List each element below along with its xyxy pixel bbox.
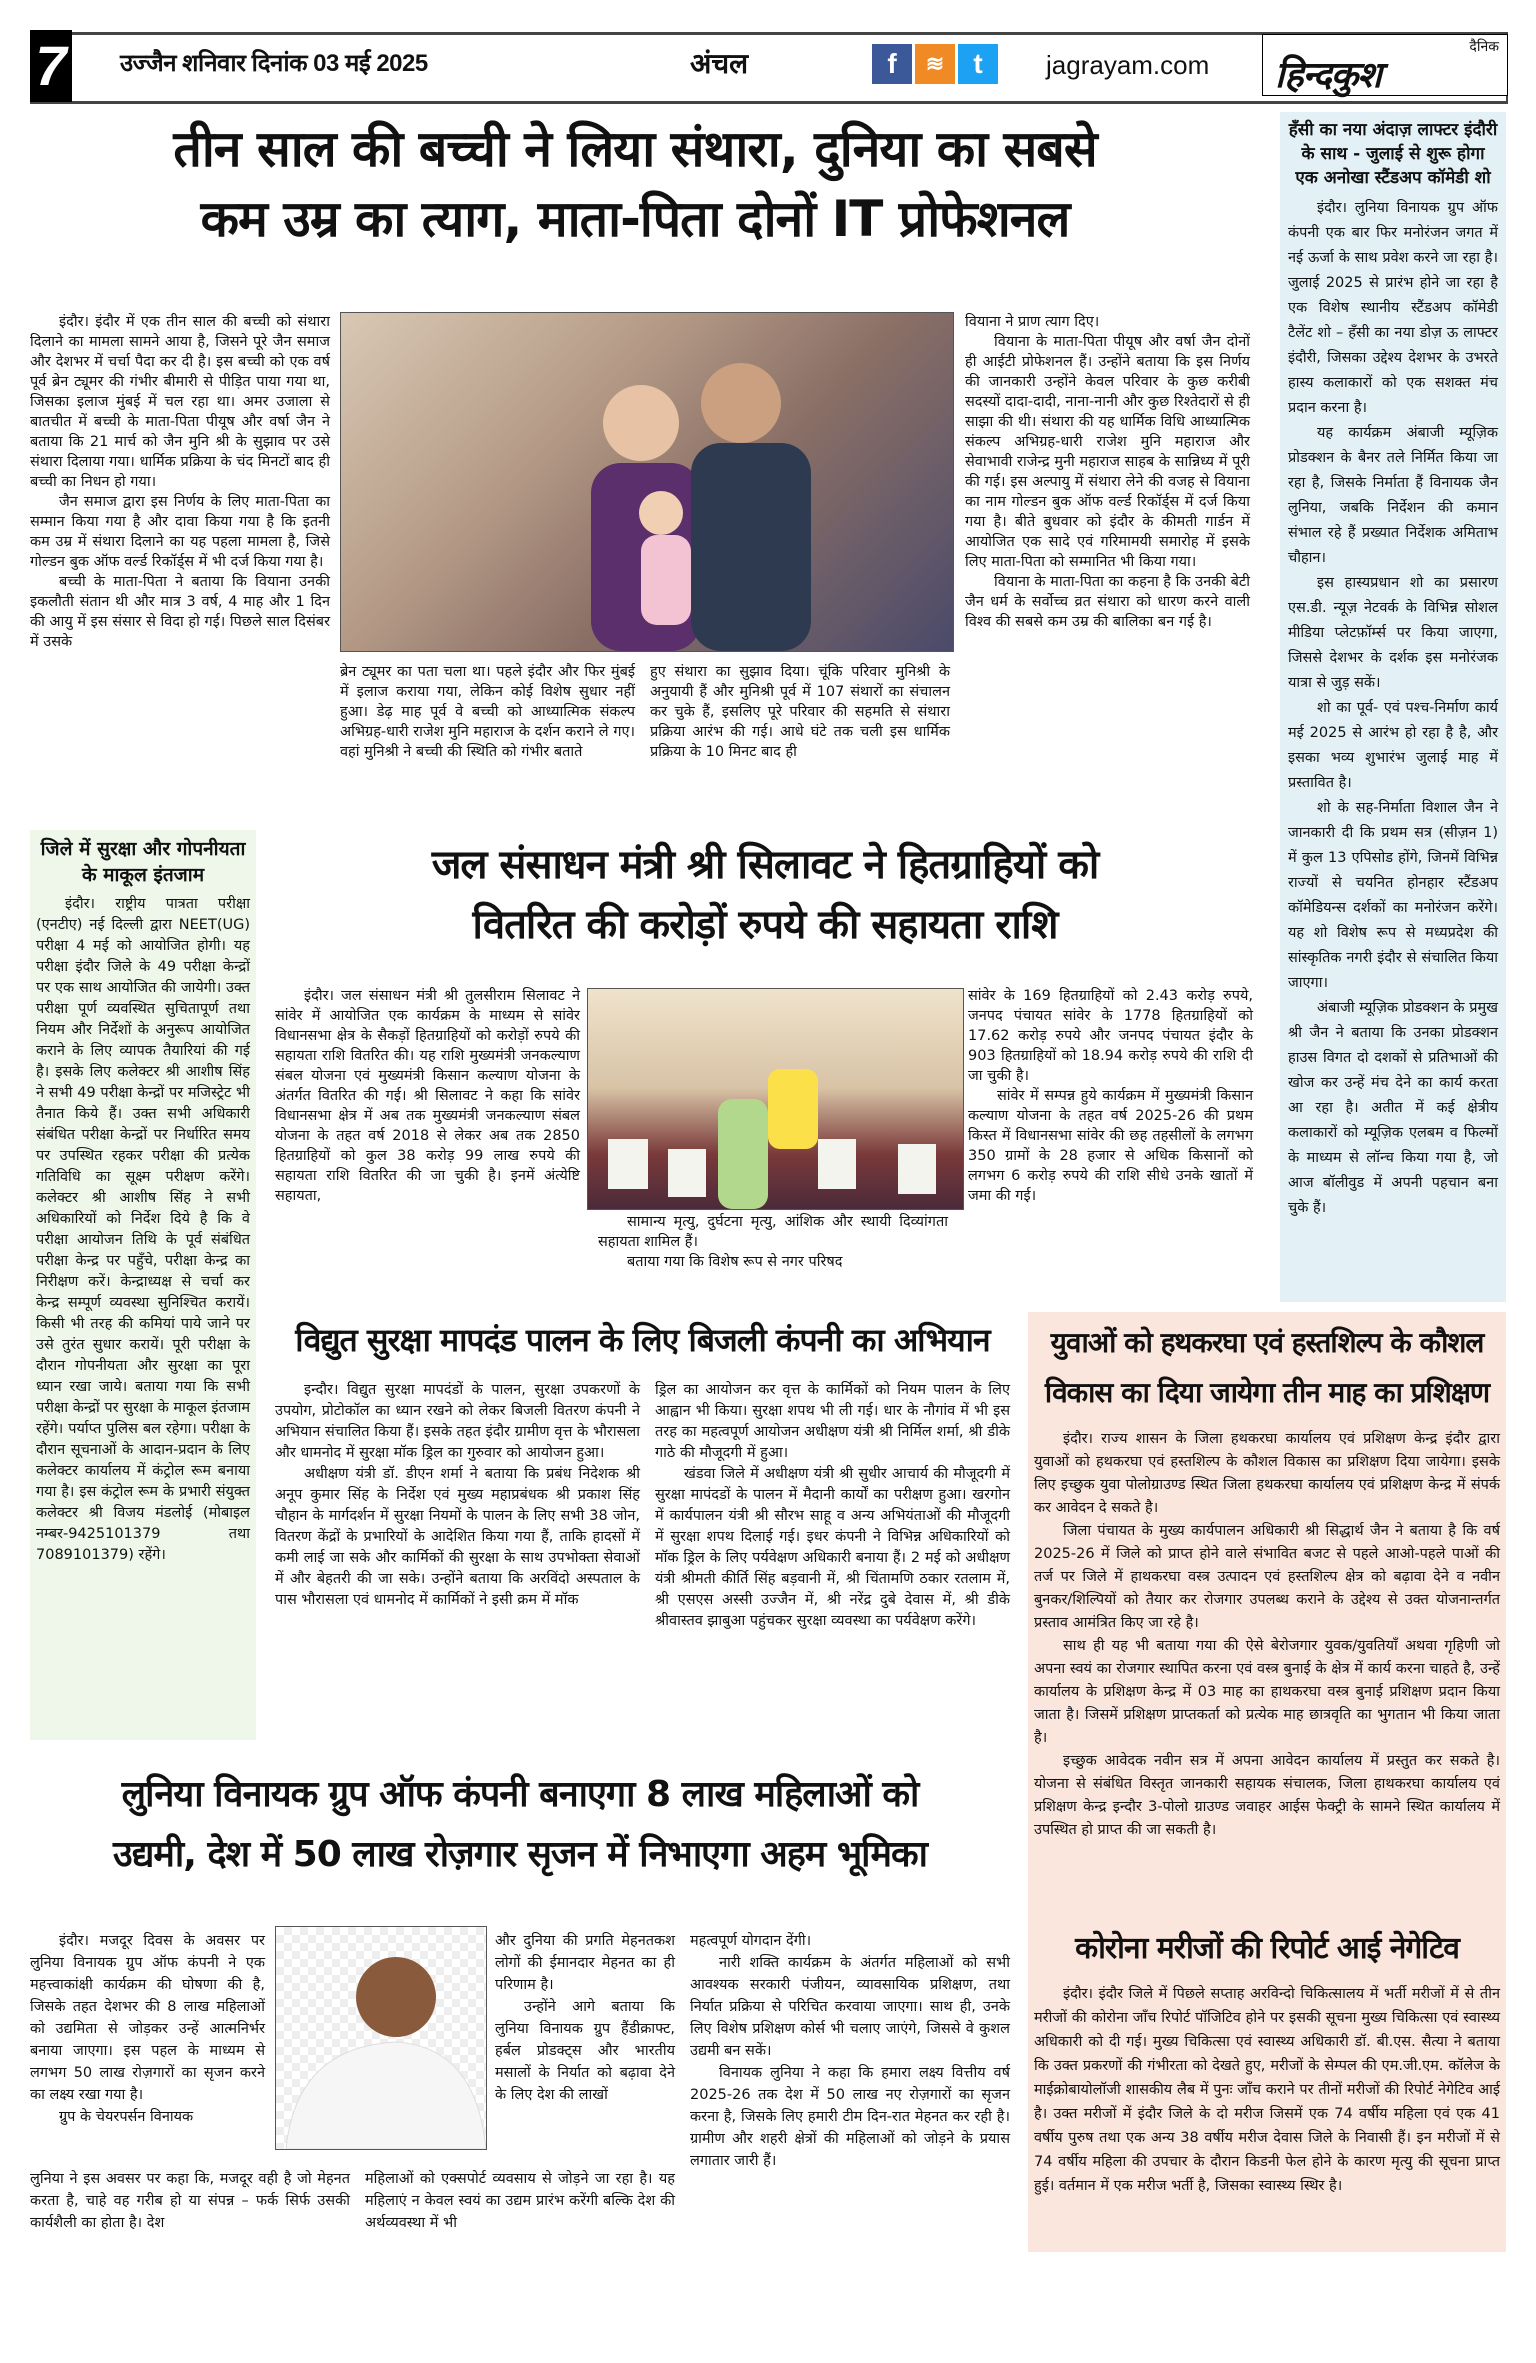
lead-paragraph: जैन समाज द्वारा इस निर्णय के लिए माता-पिता का सम्मान किया गया है और दावा किया गया है कि इतनी कम उम्र में संथारा दिलाने का यह पहला मामला है, जिसे गोल्डन बुक ऑफ वर्ल्ड रिकॉर्ड्स में भी दर्ज किया गया है। bbox=[30, 494, 330, 570]
comedy-paragraph: इस हास्यप्रधान शो का प्रसारण एस.डी. न्यूज़ नेटवर्क के विभिन्न सोशल मीडिया प्लेटफ़ॉर्म्स पर किया जाएगा, जिससे देशभर के दर्शक इस मनोरंजक यात्रा से जुड़ सकें। bbox=[1288, 575, 1498, 691]
person-green bbox=[718, 1099, 768, 1209]
child-figure bbox=[639, 491, 683, 535]
kurta bbox=[286, 2042, 486, 2149]
luniya-headline-line2: उद्यमी, देश में 50 लाख रोज़गार सृजन में निभाएगा अहम भूमिका bbox=[112, 1834, 928, 1875]
lead-paragraph: वियाना के माता-पिता का कहना है कि उनकी बेटी जैन धर्म के सर्वोच्च व्रत संथारा को धारण करने वाली विश्व की सबसे कम उम्र की बालिका बन गई है। bbox=[965, 574, 1250, 630]
luniya-paragraph: इंदौर। मजदूर दिवस के अवसर पर लुनिया विनायक ग्रुप ऑफ कंपनी ने एक महत्त्वाकांक्षी कार्यक्रम की घोषणा की है, जिसके तहत देशभर की 8 लाख महिलाओं को उद्यमिता से जोड़कर उन्हें आत्मनिर्भर बनाया जाएगा। इस पहल के माध्यम से लगभग 50 लाख रोज़गारों का सृजन करने का लक्ष्य रखा गया है। bbox=[30, 1933, 265, 2103]
electric-paragraph: अधीक्षण यंत्री डॉ. डीएन शर्मा ने बताया कि प्रबंध निदेशक श्री अनूप कुमार सिंह के निर्देश एवं मुख्य महाप्रबंधक श्री प्रकाश सिंह चौहान के मार्गदर्शन में सुरक्षा नियमों के पालन के लिए सभी 38 जोन, वितरण केंद्रों के प्रभारियों के आदेशित किया गया हैं, ताकि हादसों में कमी लाई जा सके और कार्मिकों की सुरक्षा के साथ उपभोक्ता सेवाओं में और बेहतरी की जा सके। उन्होंने बताया कि अरविंदो अस्पताल के पास भौरासला एवं धामनोद में कार्मिकों ने इसी क्रम में मॉक bbox=[275, 1466, 640, 1608]
electric-paragraph: खंडवा जिले में अधीक्षण यंत्री श्री सुधीर आचार्य की मौजूदगी में सुरक्षा मापंदडों के पालन में मैदानी कार्यों का परीक्षण हुआ। खरगोन में कार्यपालन यंत्री श्री सौरभ साहू व अन्य अभियंताओं की मौजूदगी में सुरक्षा शपथ दिलाई गई। इधर कंपनी ने विभिन्न अधिकारियों को मॉक ड्रिल के लिए पर्यवेक्षण अधिकारी बनाया हैं। 2 मई को अधीक्षण यंत्री श्रीमती कीर्ति सिंह बड़वानी में, श्री चिंतामणि ठकार रतलाम में, श्री एसएस अस्सी उज्जैन में, श्री नरेंद्र दुबे देवास में, श्री डीके श्रीवास्तव झाबुआ पहुंचकर सुरक्षा व्यवस्था का पर्यवेक्षण करेंगे। bbox=[655, 1466, 1010, 1629]
lead-column-3 bbox=[650, 662, 950, 762]
family-photo bbox=[340, 312, 954, 652]
silawat-paragraph: इंदौर। जल संसाधन मंत्री श्री तुलसीराम सिलावट ने सांवेर में आयोजित एक कार्यक्रम के माध्यम से सांवेर विधानसभा क्षेत्र के सैकड़ों हितग्राहियों को करोड़ों रुपये की सहायता राशि वितरित की। यह राशि मुख्यमंत्री जनकल्याण संबल योजना एवं मुख्यमंत्री किसान कल्याण योजना के अंतर्गत वितरित की गई। श्री सिलावट ने कहा कि सांवेर विधानसभा क्षेत्र में अब तक मुख्यमंत्री जनकल्याण संबल योजना के तहत वर्ष 2018 से लेकर अब तक 2850 हितग्राहियों को कुल 38 करोड़ 99 लाख रुपये की सहायता राशि वितरित की जा चुकी है। इनमें अंत्येष्टि सहायता, bbox=[275, 988, 580, 1204]
silawat-headline-line2: वितरित की करोड़ों रुपये की सहायता राशि bbox=[472, 902, 1058, 948]
twitter-icon[interactable]: t bbox=[958, 44, 998, 84]
electric-column-2 bbox=[655, 1380, 1010, 1632]
exam-sidebar bbox=[30, 830, 256, 1740]
electric-paragraph: ड्रिल का आयोजन कर वृत्त के कार्मिकों को नियम पालन के लिए आह्वान भी किया। सुरक्षा शपथ भी ली गई। धार के नौगांव में भी इस तरह का महत्वपूर्ण आयोजन अधीक्षण यंत्री श्री निर्मिल शर्मा, श्री डीके गाठे की मौजूदगी में हुआ। bbox=[655, 1382, 1010, 1461]
lead-paragraph: हुए संथारा का सुझाव दिया। चूंकि परिवार मुनिश्री के अनुयायी हैं और मुनिश्री पूर्व में 107 संथारों का संचालन कर चुके हैं, इसलिए पूरे परिवार की सहमति से संथारा प्रक्रिया आरंभ की गई। आधे घंटे तक चली इस धार्मिक प्रक्रिया के 10 मिनट बाद ही bbox=[650, 664, 950, 760]
luniya-paragraph: महत्वपूर्ण योगदान देंगी। bbox=[690, 1933, 812, 1949]
lead-paragraph: ब्रेन ट्यूमर का पता चला था। पहले इंदौर और फिर मुंबई में इलाज कराया गया, लेकिन कोई विशेष सुधार नहीं हुआ। डेढ़ माह पूर्व वे बच्ची को आध्यात्मिक संकल्प अभिग्रह-धारी राजेश मुनि महाराज के दर्शन कराने ले गए। वहां मुनिश्री ने बच्ची की स्थिति को गंभीर बताते bbox=[340, 664, 635, 760]
luniya-column-1b bbox=[30, 2168, 350, 2234]
comedy-headline: हँसी का नया अंदाज़ लाफ्टर इंदौरी के साथ - जुलाई से शुरू होगा एक अनोखा स्टैंडअप कॉमेडी शो bbox=[1288, 120, 1498, 188]
lead-headline-line1: तीन साल की बच्ची ने लिया संथारा, दुनिया का सबसे bbox=[173, 120, 1097, 178]
person-yellow bbox=[768, 1069, 818, 1149]
silawat-paragraph: बताया गया कि विशेष रूप से नगर परिषद bbox=[627, 1254, 843, 1270]
luniya-paragraph: उन्होंने आगे बताया कि लुनिया विनायक ग्रुप हैंडीक्राफ्ट, हर्बल प्रोडक्ट्स और भारतीय मसालों के निर्यात को बढ़ावा देने के लिए देश की लाखों bbox=[495, 1999, 675, 2103]
exam-paragraph: इंदौर। राष्ट्रीय पात्रता परीक्षा (एनटीए) नई दिल्ली द्वारा NEET(UG) परीक्षा 4 मई को आयोजित होगी। यह परीक्षा इंदौर जिले के 49 परीक्षा केन्द्रों पर एक साथ आयोजित की जायेगी। उक्त परीक्षा पूर्ण व्यवस्थित सुचितापूर्ण तथा नियम और निर्देशों के अनुरूप आयोजित कराने के लिए व्यापक तैयारियां की गई है। इसके लिए कलेक्टर श्री आशीष सिंह ने सभी 49 परीक्षा केन्द्रों पर मजिस्ट्रेट भी तैनात किये हैं। उक्त सभी अधिकारी संबंधित परीक्षा केन्द्रों पर निर्धारित समय पर उपस्थित रहकर परीक्षा की प्रत्येक गतिविधि का सूक्ष्म परीक्षण करेंगे। कलेक्टर श्री आशीष सिंह ने सभी अधिकारियों को निर्देश दिये है कि वे परीक्षा आयोजन तिथि के पूर्व संबंधित परीक्षा केन्द्र पर पहुँचे, परीक्षा केन्द्र का निरीक्षण करें। केन्द्राध्यक्ष से चर्चा कर केन्द्र सम्पूर्ण व्यवस्था सुनिश्चित करायें। किसी भी तरह की कमियां पाये जाने पर उसे तुरंत सुधार करायें। पूरी परीक्षा के दौरान गोपनीयता और सुरक्षा का पूरा ध्यान रखा जाये। बताया गया कि सभी परीक्षा केन्द्रों पर सुरक्षा के माकूल इंतजाम रहेंगे। पर्याप्त पुलिस बल रहेगा। परीक्षा के दौरान सूचनाओं के आदान-प्रदान के लिए कलेक्टर कार्यालय में कंट्रोल रूम बनाया गया है। इस कंट्रोल रूम के प्रभारी संयुक्त कलेक्टर श्री विजय मंडलोई (मोबाइल नम्बर-9425101379 तथा 7089101379) रहेंगे। bbox=[36, 896, 250, 1563]
luniya-paragraph: ग्रुप के चेयरपर्सन विनायक bbox=[59, 2109, 194, 2125]
silawat-paragraph: सामान्य मृत्यु, दुर्घटना मृत्यु, आंशिक और स्थायी दिव्यांगता सहायता शामिल हैं। bbox=[598, 1214, 948, 1250]
certificates bbox=[608, 1139, 936, 1197]
luniya-paragraph: विनायक लुनिया ने कहा कि हमारा लक्ष्य वित्तीय वर्ष 2025-26 तक देश में 50 लाख नए रोज़गारों का सृजन करना है, जिसके लिए हमारी टीम दिन-रात मेहनत कर रही है। ग्रामीण और शहरी क्षेत्रों की महिलाओं को जोड़ने के प्रयास लगातार जारी हैं। bbox=[690, 2065, 1010, 2169]
lead-paragraph: वियाना के माता-पिता पीयूष और वर्षा जैन दोनों ही आईटी प्रोफेशनल हैं। उन्होंने बताया कि इस निर्णय की जानकारी उन्होंने केवल परिवार के कुछ करीबी सदस्यों दादा-दादी, नाना-नानी और कुछ रिश्तेदारों से ही साझा की थी। संथारा की यह धार्मिक विधि आध्यात्मिक संकल्प अभिग्रह-धारी राजेश मुनि महाराज और सेवाभावी राजेन्द्र मुनी महाराज साहब के सान्निध्य में पूरी की गई। इस अल्पायु में संथारा लेने की वजह से वियाना का नाम गोल्डन बुक ऑफ वर्ल्ड रिकॉर्ड्स में दर्ज किया गया है। बीते बुधवार को इंदौर के कीमती गार्डन में आयोजित एक सादे एवं गरिमामयी समारोह में इसके लिए माता-पिता को सम्मानित भी किया गया। bbox=[965, 334, 1250, 570]
silawat-paragraph: सांवेर में सम्पन्न हुये कार्यक्रम में मुख्यमंत्री किसान कल्याण योजना के तहत वर्ष 2025-26 की प्रथम किस्त में विधानसभा सांवेर की छह तहसीलों के लगभग 350 ग्रामों के 28 हजार से अधिक किसानों को लगभग 6 करोड़ रुपये की राशि सीधे उनके खातों में जमा की गई। bbox=[968, 1088, 1253, 1204]
lead-column-4 bbox=[965, 312, 1250, 632]
corona-body bbox=[1034, 1982, 1500, 2198]
electric-column-1 bbox=[275, 1380, 640, 1611]
silawat-column-3 bbox=[968, 986, 1253, 1206]
lead-headline-line2: कम उम्र का त्याग, माता-पिता दोनों IT प्रोफेशनल bbox=[200, 190, 1070, 248]
beneficiaries-illustration bbox=[588, 989, 963, 1209]
lead-paragraph: बच्ची के माता-पिता ने बताया कि वियाना उनकी इकलौती संतान थी और मात्र 3 वर्ष, 4 माह और 1 दिन की आयु में इस संसार से विदा हो गई। पिछले साल दिसंबर में उसके bbox=[30, 574, 330, 650]
luniya-paragraph: और दुनिया की प्रगति मेहनतकश लोगों की ईमानदार मेहनत का ही परिणाम है। bbox=[495, 1933, 675, 1993]
lead-column-2 bbox=[340, 662, 635, 762]
lead-paragraph: वियाना ने प्राण त्याग दिए। bbox=[965, 314, 1100, 330]
luniya-headline-line1: लुनिया विनायक ग्रुप ऑफ कंपनी बनाएगा 8 लाख महिलाओं को bbox=[121, 1774, 919, 1815]
beneficiaries-photo bbox=[587, 988, 964, 1210]
chairperson-photo bbox=[275, 1926, 487, 2150]
corona-headline: कोरोना मरीजों की रिपोर्ट आई नेगेटिव bbox=[1075, 1931, 1459, 1966]
luniya-paragraph: लुनिया ने इस अवसर पर कहा कि, मजदूर वही है जो मेहनत करता है, चाहे वह गरीब हो या संपन्न – फर्क सिर्फ उसकी कार्यशैली का होता है। देश bbox=[30, 2171, 350, 2231]
handloom-paragraph: इच्छुक आवेदक नवीन सत्र में अपना आवेदन कार्यालय में प्रस्तुत कर सकते है। योजना से संबंधित विस्तृत जानकारी सहायक संचालक, जिला हाथकरघा कार्यालय एवं प्रशिक्षण केन्द्र इन्दौर 3-पोलो ग्राउण्ड जवाहर आईस फेक्ट्री के सामने स्थित कार्यालय में उपस्थित हो प्राप्त की जा सकती है। bbox=[1034, 1753, 1500, 1838]
child-body bbox=[641, 535, 691, 625]
comedy-paragraph: यह कार्यक्रम अंबाजी म्यूज़िक प्रोडक्शन के बैनर तले निर्मित किया जा रहा है, जिसके निर्माता हैं विनायक जैन लुनिया, जबकि निर्देशन की कमान संभाल रहे हैं प्रख्यात निर्देशक अमिताभ चौहान। bbox=[1288, 425, 1498, 566]
luniya-column-2b bbox=[365, 2168, 675, 2234]
facebook-icon[interactable]: f bbox=[872, 44, 912, 84]
handloom-paragraph: जिला पंचायत के मुख्य कार्यपालन अधिकारी श्री सिद्धार्थ जैन ने बताया है कि वर्ष 2025-26 में जिले को प्राप्त होने वाले संभावित बजट से पहले आओ-पहले पाओं की तर्ज पर जिले में हाथकरघा वस्त्र उत्पादन एवं हस्तशिल्प क्षेत्र को बढ़ावा देने व नवीन बुनकर/शिल्पियों को तैयार कर रोजगार उपलब्ध कराने के उद्देश्य से उक्त योजनान्तर्गत प्रस्ताव आमंत्रित किए जा रहे है। bbox=[1034, 1523, 1500, 1631]
luniya-column-2a bbox=[495, 1930, 675, 2106]
electric-paragraph: इन्दौर। विद्युत सुरक्षा मापदंडों के पालन, सुरक्षा उपकरणों के उपयोग, प्रोटोकॉल का ध्यान रखने को लेकर बिजली वितरण कंपनी ने अभियान संचालित किया हैं। इसके तहत इंदौर ग्रामीण वृत्त के भौरासला और धामनोद में सुरक्षा मॉक ड्रिल का गुरुवार को आयोजन हुआ। bbox=[275, 1382, 640, 1461]
lead-column-1 bbox=[30, 312, 330, 652]
father-figure bbox=[701, 363, 781, 443]
comedy-paragraph: इंदौर। लुनिया विनायक ग्रुप ऑफ कंपनी एक बार फिर मनोरंजन जगत में नई ऊर्जा के साथ प्रवेश करने जा रहा है। जुलाई 2025 से प्रारंभ होने जा रहा है एक विशेष स्थानीय स्टैंडअप कॉमेडी टैलेंट शो – हँसी का नया डोज़ ऊ लाफ्टर इंदौरी, जिसका उद्देश्य देशभर के उभरते हास्य कलाकारों को एक सशक्त मंच प्रदान करना है। bbox=[1288, 200, 1498, 416]
dateline: उज्जैन शनिवार दिनांक 03 मई 2025 bbox=[120, 50, 428, 77]
newspaper-logo bbox=[1262, 34, 1508, 96]
silawat-paragraph: सांवेर के 169 हितग्राहियों को 2.43 करोड़ रुपये, जनपद पंचायत सांवेर के 1778 हितग्राहियों को 17.62 करोड़ रुपये और जनपद पंचायत इंदौर के 903 हितग्राहियों को 18.94 करोड़ रुपये की राशि दी जा चुकी है। bbox=[968, 988, 1253, 1084]
silawat-headline-line1: जल संसाधन मंत्री श्री सिलावट ने हितग्राहियों को bbox=[431, 842, 1099, 888]
handloom-headline: युवाओं को हथकरघा एवं हस्तशिल्प के कौशल विकास का दिया जायेगा तीन माह का प्रशिक्षण bbox=[1044, 1326, 1490, 1409]
section-title: अंचल bbox=[690, 47, 749, 80]
lead-paragraph: इंदौर। इंदौर में एक तीन साल की बच्ची को संथारा दिलाने का मामला सामने आया है, जिसने पूरे जैन समाज और देशभर में चर्चा पैदा कर दी है। इस बच्ची को एक वर्ष पूर्व ब्रेन ट्यूमर की गंभीर बीमारी से पीड़ित पाया गया था, जिसका इलाज मुंबई में चल रहा था। अमर उजाला से बातचीत में बच्ची के माता-पिता पीयूष और वर्षा जैन ने बताया कि 21 मार्च को जैन मुनि श्री के सुझाव पर उसे संथारा दिलाया गया। धार्मिक प्रक्रिया के चंद मिनटों बाद ही बच्ची का निधन हो गया। bbox=[30, 314, 330, 490]
father-body bbox=[691, 443, 811, 651]
comedy-paragraph: शो का पूर्व- एवं पश्च-निर्माण कार्य मई 2025 से आरंभ हो रहा है है, और इसका भव्य शुभारंभ जुलाई माह में प्रस्तावित है। bbox=[1288, 700, 1498, 791]
chairperson-illustration bbox=[276, 1927, 486, 2149]
silawat-column-1 bbox=[275, 986, 580, 1206]
page-number: 7 bbox=[30, 30, 72, 102]
face bbox=[356, 1957, 436, 2037]
luniya-paragraph: महिलाओं को एक्सपोर्ट व्यवसाय से जोड़ने जा रहा है। यह महिलाएं न केवल स्वयं का उद्यम प्रारंभ करेंगी बल्कि देश की अर्थव्यवस्था में भी bbox=[365, 2171, 675, 2231]
mother-figure bbox=[603, 385, 679, 461]
electric-headline: विद्युत सुरक्षा मापदंड पालन के लिए बिजली कंपनी का अभियान bbox=[295, 1321, 990, 1359]
corona-paragraph: इंदौर। इंदौर जिले में पिछले सप्ताह अरविन्दो चिकित्सालय में भर्ती मरीजों में से तीन मरीजों की कोरोना जाँच रिपोर्ट पॉजिटिव होने पर इसकी सूचना मुख्य चिकित्सा एवं स्वास्थ्य अधिकारी को दी गई। मुख्य चिकित्सा एवं स्वास्थ्य अधिकारी डॉ. बी.एस. सैत्या ने बताया कि उक्त प्रकरणों की गंभीरता को देखते हुए, मरीजों के सेम्पल की एम.जी.एम. कॉलेज के माईक्रोबायोलॉजी शासकीय लैब में पुनः जाँच कराने पर तीनों मरीजों की रिपोर्ट नेगेटिव आई है। उक्त मरीजों में इंदौर जिले के दो मरीज जिसमें एक 74 वर्षीय महिला एवं एक 41 वर्षीय पुरुष तथा एक अन्य 38 वर्षीय मरीज देवास जिले के निवासी हैं। इन मरीजों में से 74 वर्षीय महिला की उपचार के दौरान किडनी फेल होने के कारण मृत्यु की सूचना प्राप्त हुई। वर्तमान में एक मरीज भर्ती है, जिसका स्वास्थ्य स्थिर है। bbox=[1034, 1986, 1500, 2194]
luniya-paragraph: नारी शक्ति कार्यक्रम के अंतर्गत महिलाओं को सभी आवश्यक सरकारी पंजीयन, व्यावसायिक प्रशिक्षण, तथा निर्यात प्रक्रिया से परिचित करवाया जाएगा। साथ ही, उनके लिए विशेष प्रशिक्षण कोर्स भी चलाए जाएंगे, जिससे वे कुशल उद्यमी बन सकें। bbox=[690, 1955, 1010, 2059]
luniya-column-3 bbox=[690, 1930, 1010, 2172]
handloom-paragraph: साथ ही यह भी बताया गया की ऐसे बेरोजगार युवक/युवतियाँ अथवा गृहिणी जो अपना स्वयं का रोजगार स्थापित करना एवं वस्त्र बुनाई के क्षेत्र में कार्य करना चाहते है, उन्हें कार्यालय के प्रशिक्षण केन्द्र में 03 माह का हाथकरघा वस्त्र बुनाई प्रशिक्षण प्रदान किया जाता है। जिसमें प्रशिक्षण प्राप्तकर्ता को प्रत्येक माह छात्रवृति का भुगतान भी किया जाता है। bbox=[1034, 1638, 1500, 1746]
family-photo-illustration bbox=[341, 313, 953, 651]
logo-name: हिन्दकुश bbox=[1275, 55, 1381, 96]
handloom-body bbox=[1034, 1428, 1500, 1842]
silawat-column-2 bbox=[598, 1212, 948, 1272]
website-link[interactable]: jagrayam.com bbox=[1046, 50, 1210, 80]
luniya-column-1a bbox=[30, 1930, 265, 2128]
comedy-sidebar bbox=[1280, 112, 1506, 1302]
logo-daily-label: दैनिक bbox=[1469, 39, 1499, 55]
rss-icon[interactable]: ≋ bbox=[915, 44, 955, 84]
comedy-paragraph: शो के सह-निर्माता विशाल जैन ने जानकारी दी कि प्रथम सत्र (सीज़न 1) में कुल 13 एपिसोड होंगे, जिनमें विभिन्न राज्यों से चयनित होनहार स्टैंडअप कॉमेडियन्स दर्शकों का मनोरंजन करेंगे। यह शो विशेष रूप से मध्यप्रदेश की सांस्कृतिक नगरी इंदौर से संचालित किया जाएगा। bbox=[1288, 800, 1498, 991]
handloom-paragraph: इंदौर। राज्य शासन के जिला हथकरघा कार्यालय एवं प्रशिक्षण केन्द्र इंदौर द्वारा युवाओं को हथकरघा एवं हस्तशिल्प के कौशल विकास का प्रशिक्षण दिया जायेगा। इसके लिए इच्छुक युवा पोलोग्राउण्ड स्थित जिला हथकरघा कार्यालय एवं प्रशिक्षण केन्द्र में संपर्क कर आवेदन दे सकते है। bbox=[1034, 1431, 1500, 1516]
exam-headline: जिले में सुरक्षा और गोपनीयता के माकूल इंतजाम bbox=[40, 838, 246, 886]
comedy-paragraph: अंबाजी म्यूज़िक प्रोडक्शन के प्रमुख श्री जैन ने बताया कि उनका प्रोडक्शन हाउस विगत दो दशकों से प्रतिभाओं की खोज कर उन्हें मंच देने का कार्य करता आ रहा है। अतीत में कई क्षेत्रीय कलाकारों को म्यूज़िक एलबम व फिल्मों के माध्यम से लॉन्च किया गया है, जो आज बॉलीवुड में अपनी पहचान बना चुके हैं। bbox=[1288, 1000, 1498, 1216]
